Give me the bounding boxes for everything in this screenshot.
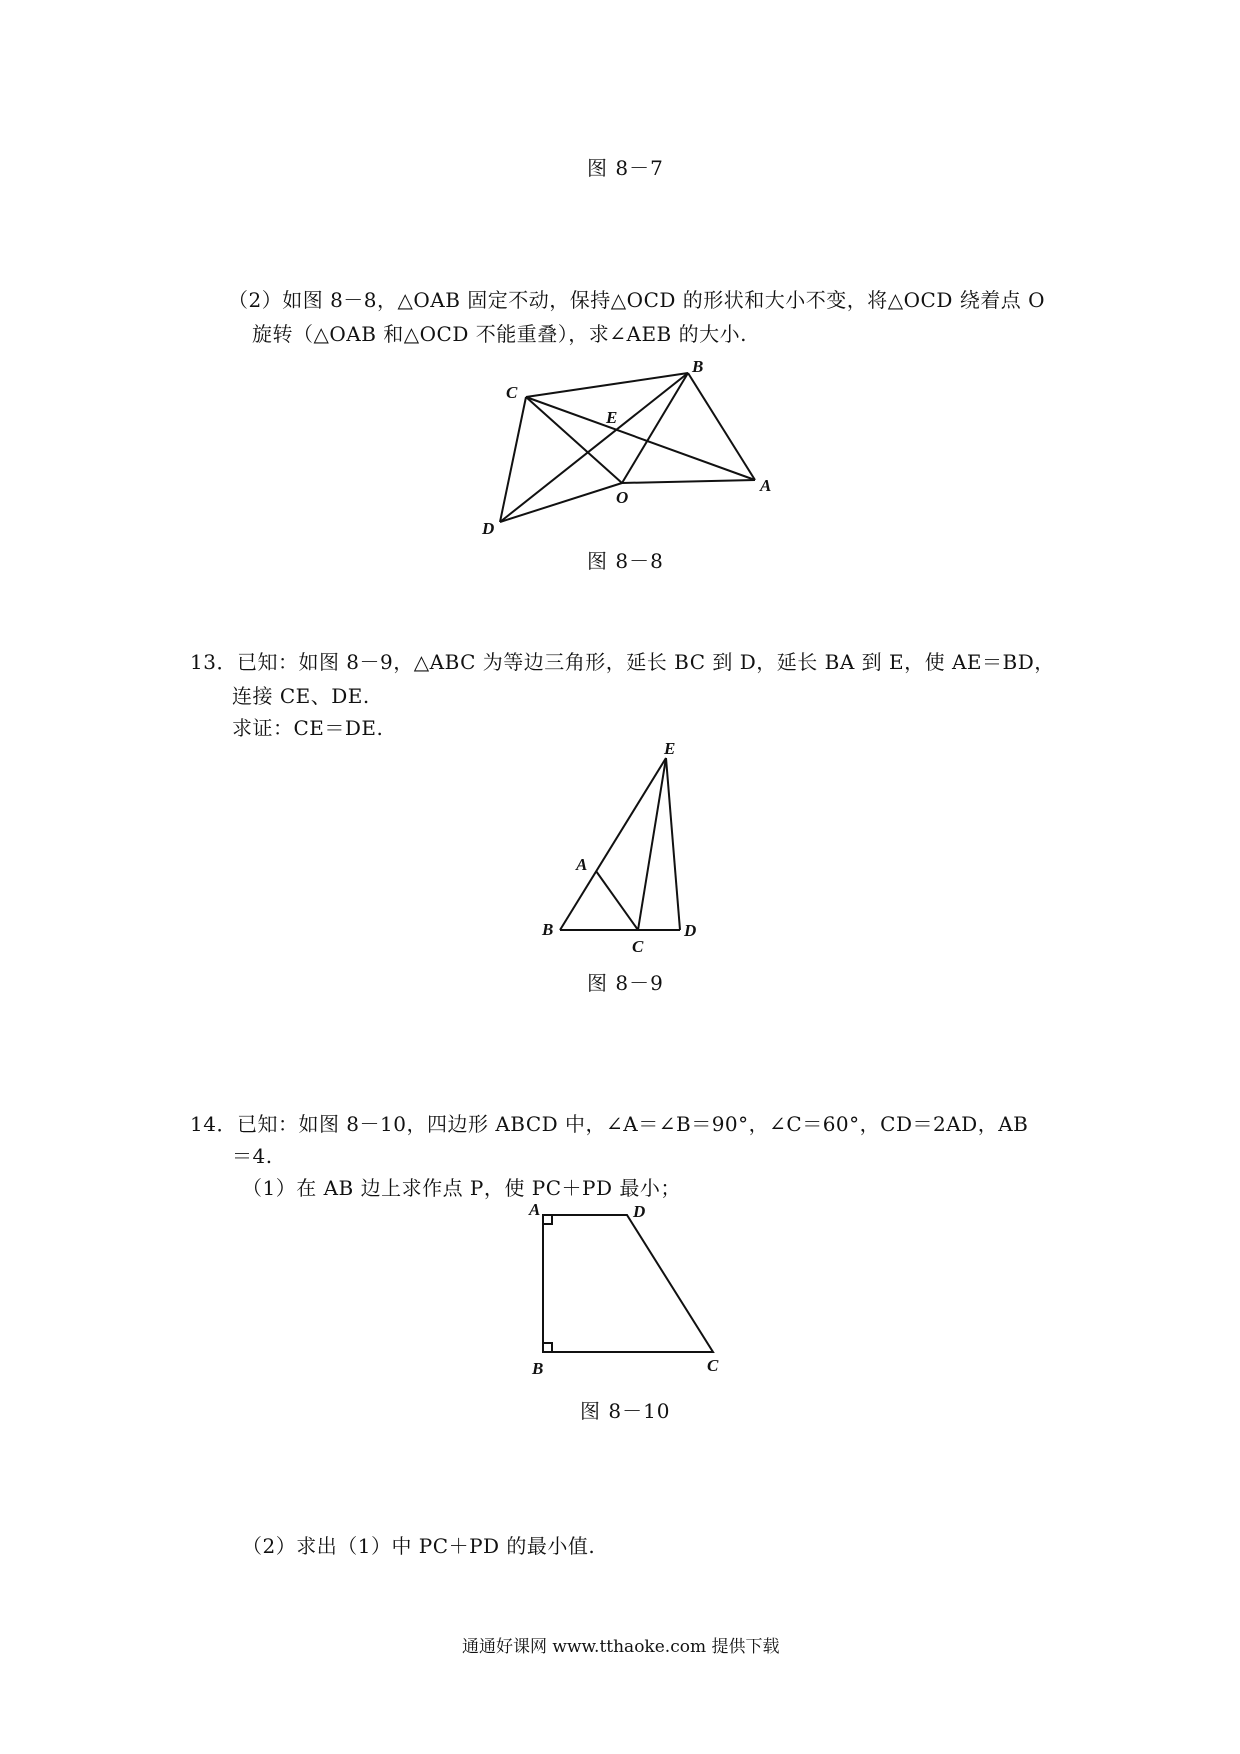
q14-part2: （2）求出（1）中 PC＋PD 的最小值. — [242, 1534, 596, 1558]
q14-line1: 14．已知：如图 8－10，四边形 ABCD 中，∠A＝∠B＝90°，∠C＝60°，CD＝2AD，AB — [190, 1112, 1029, 1136]
fig-8-9-label-e: E — [664, 739, 676, 758]
q13-line2: 连接 CE、DE. — [232, 684, 370, 708]
figure-caption-8-9: 图 8－9 — [587, 971, 664, 995]
fig-8-8-label-d: D — [482, 519, 495, 538]
q13-line1: 13．已知：如图 8－9，△ABC 为等边三角形，延长 BC 到 D，延长 BA 到 E，使 AE＝BD， — [190, 650, 1055, 674]
fig-8-9-label-d: D — [684, 921, 697, 940]
fig-8-8-label-c: C — [506, 383, 518, 402]
q13-line3: 求证：CE＝DE. — [232, 716, 384, 740]
q14-part1: （1）在 AB 边上求作点 P，使 PC＋PD 最小； — [242, 1176, 681, 1200]
fig-8-9-label-c: C — [632, 937, 644, 956]
fig-8-8-label-o: O — [616, 488, 629, 507]
q14-line2: ＝4. — [232, 1144, 273, 1168]
fig-8-10-label-c: C — [707, 1356, 719, 1375]
fig-8-10-label-b: B — [532, 1359, 544, 1378]
fig-8-9-label-a: A — [576, 855, 588, 874]
page-footer: 通通好课网 www.tthaoke.com 提供下载 — [462, 1637, 780, 1657]
q12-part2-line2: 旋转（△OAB 和△OCD 不能重叠），求∠AEB 的大小. — [252, 322, 747, 346]
figure-8-8 — [470, 350, 790, 550]
fig-8-8-label-e: E — [606, 408, 618, 427]
fig-8-10-label-a: A — [529, 1200, 541, 1219]
figure-8-9-lines — [560, 758, 680, 930]
fig-8-10-label-d: D — [633, 1202, 646, 1221]
figure-8-10 — [525, 1195, 740, 1385]
figure-caption-8-10: 图 8－10 — [580, 1399, 671, 1423]
figure-8-9 — [540, 740, 710, 960]
q12-part2-line1: （2）如图 8－8，△OAB 固定不动，保持△OCD 的形状和大小不变，将△OCD 绕着点 O — [228, 288, 1046, 312]
fig-8-9-label-b: B — [542, 920, 554, 939]
figure-caption-8-7: 图 8－7 — [587, 156, 664, 180]
figure-caption-8-8: 图 8－8 — [587, 549, 664, 573]
fig-8-8-label-a: A — [760, 476, 772, 495]
fig-8-8-label-b: B — [692, 357, 704, 376]
figure-8-10-lines — [543, 1215, 713, 1352]
